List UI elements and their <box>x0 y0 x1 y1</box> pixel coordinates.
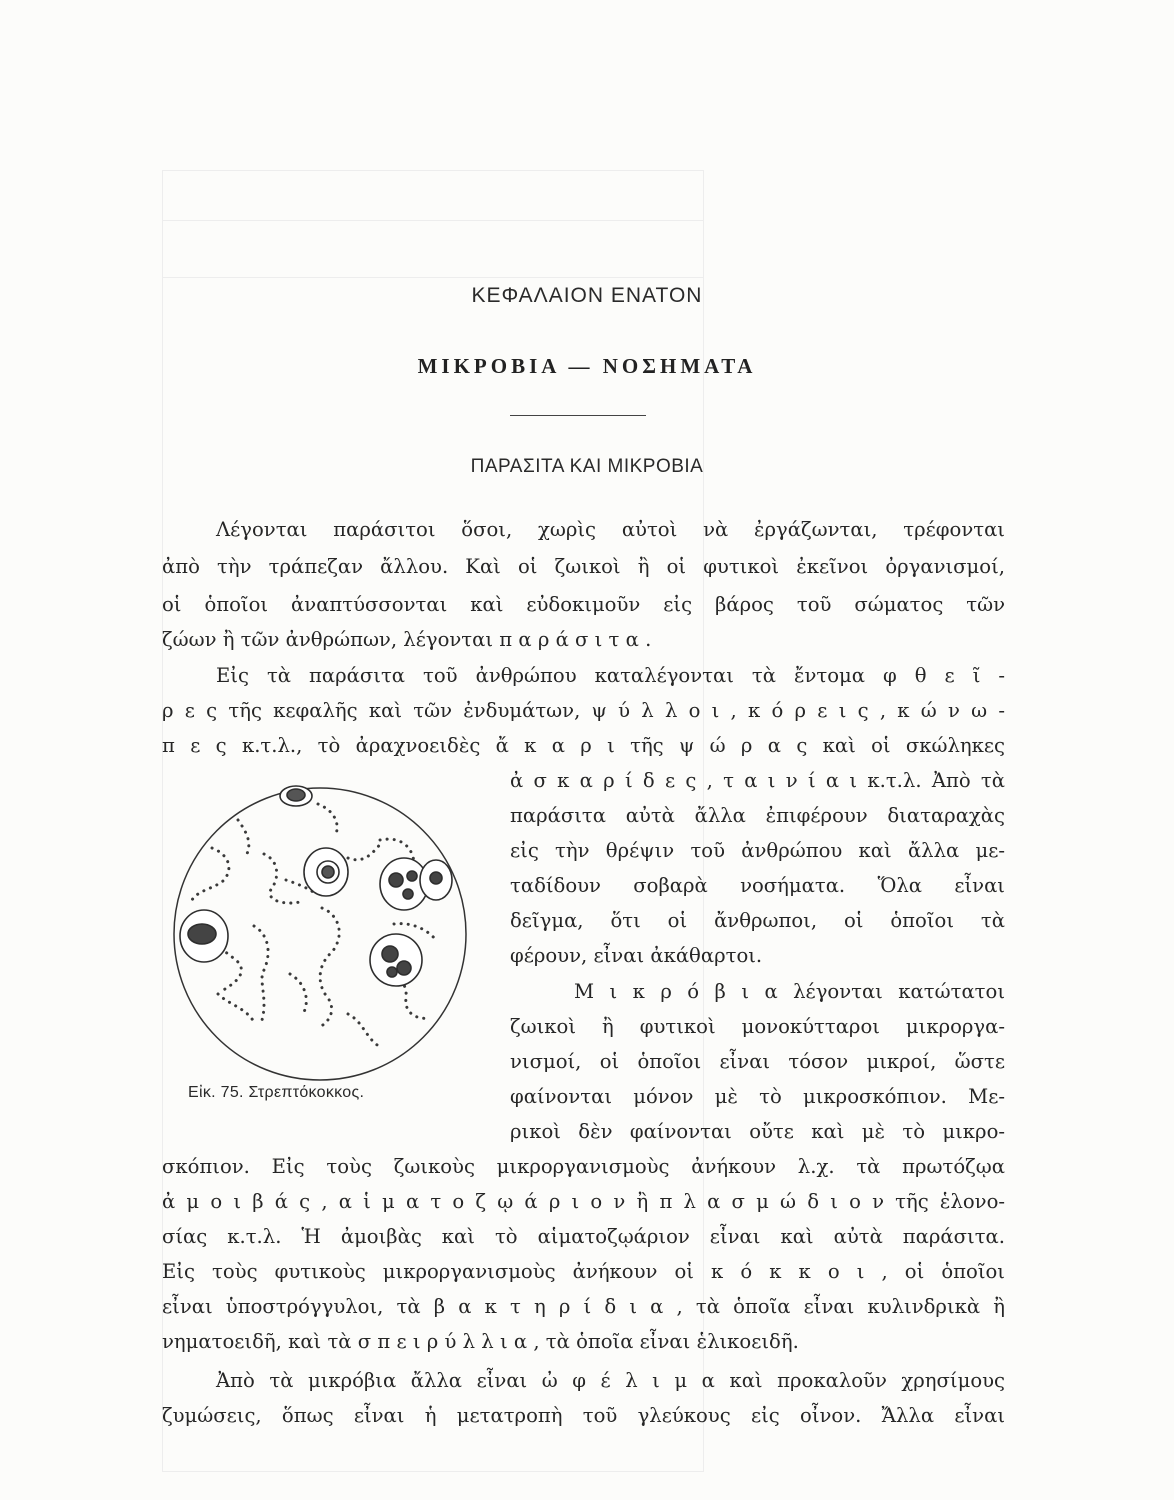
cocci-chain <box>254 926 268 1020</box>
cell <box>370 934 422 986</box>
cell <box>420 860 452 900</box>
cocci-chain <box>318 804 337 834</box>
bleed-through-table-row <box>162 220 704 278</box>
text-line: ἀπὸ τὴν τράπεζαν ἄλλου. Καὶ οἱ ζωικοὶ ἢ οἱ φυτικοὶ ἐκεῖνοι ὀργανισμοί, <box>162 555 1005 578</box>
cocci-chain <box>318 908 339 1028</box>
figure-caption: Εἰκ. 75. Στρεπτόκοκκος. <box>188 1084 365 1101</box>
text-line: ἀ μ ο ι β ά ς , α ἱ μ α τ ο ζ ῳ ά ρ ι ο ν ἢ π λ α σ μ ώ δ ι ο ν τῆς ἑλονο- <box>162 1190 1005 1213</box>
cell <box>180 910 228 962</box>
text-line: Ἀπὸ τὰ μικρόβια ἄλλα εἶναι ὠ φ έ λ ι μ α καὶ προκαλοῦν χρησίμους <box>216 1369 1005 1392</box>
text-line: ταδίδουν σοβαρὰ νοσήματα. Ὅλα εἶναι <box>510 874 1005 897</box>
text-line: ζωικοὶ ἢ φυτικοὶ μονοκύτταροι μικρoργα- <box>510 1015 1005 1038</box>
text-line: εἰς τὴν θρέψιν τοῦ ἀνθρώπου καὶ ἄλλα με- <box>510 839 1005 862</box>
text-line: οἱ ὁποῖοι ἀναπτύσσονται καὶ εὐδοκιμοῦν εἰς βάρος τοῦ σώματος τῶν <box>162 593 1005 616</box>
cell <box>280 786 312 806</box>
text-line: εἶναι ὑποστρόγγυλοι, τὰ β α κ τ η ρ ί δ ι α , τὰ ὁποῖα εἶναι κυλινδρικὰ ἢ <box>162 1295 1005 1318</box>
text-line: Εἰς τοὺς φυτικοὺς μικρoργανισμοὺς ἀνήκουν οἱ κ ό κ κ ο ι , οἱ ὁποῖοι <box>162 1260 1005 1283</box>
text-line: Εἰς τὰ παράσιτα τοῦ ἀνθρώπου καταλέγονται τὰ ἔντομα φ θ ε ῖ - <box>216 664 1005 687</box>
text-line: φέρουν, εἶναι ἀκάθαρτοι. <box>510 944 763 967</box>
cell <box>304 848 348 896</box>
text-line: σκόπιον. Εἰς τοὺς ζωικοὺς μικρoργανισμοὺς ἀνήκουν λ.χ. τὰ πρωτόζῳα <box>162 1155 1005 1178</box>
chapter-title: ΜΙΚΡΟΒΙΑ — ΝΟΣΗΜΑΤΑ <box>417 354 757 378</box>
text-line: ρικοὶ δὲν φαίνονται οὔτε καὶ μὲ τὸ μικρο- <box>510 1120 1005 1143</box>
cocci-chain <box>290 974 306 1012</box>
text-line: φαίνονται μόνον μὲ τὸ μικροσκόπιον. Με- <box>510 1085 1005 1108</box>
text-line: δεῖγμα, ὅτι οἱ ἄνθρωποι, οἱ ὁποῖοι τὰ <box>510 909 1005 932</box>
text-line: ζυμώσεις, ὅπως εἶναι ἡ μετατροπὴ τοῦ γλεύκους εἰς οἶνον. Ἄλλα εἶναι <box>162 1404 1005 1427</box>
cocci-chain <box>264 854 300 903</box>
text-line: νισμοί, οἱ ὁποῖοι εἶναι τόσον μικροί, ὥστε <box>510 1050 1005 1073</box>
text-line: π ε ς κ.τ.λ., τὸ ἀραχνοειδὲς ἄ κ α ρ ι τῆς ψ ώ ρ α ς καὶ οἱ σκώληκες <box>162 734 1005 757</box>
section-heading: ΠΑΡΑΣΙΤΑ ΚΑΙ ΜΙΚΡΟΒΙΑ <box>470 456 704 477</box>
cocci-chain <box>238 820 249 856</box>
text-line: ζώων ἢ τῶν ἀνθρώπων, λέγονται π α ρ ά σ ι τ α . <box>162 628 652 651</box>
text-line: ρ ε ς τῆς κεφαλῆς καὶ τῶν ἐνδυμάτων, ψ ύ λ λ ο ι , κ ό ρ ε ι ς , κ ώ ν ω - <box>162 699 1005 722</box>
text-line: παράσιτα αὐτὰ ἄλλα ἐπιφέρουν διαταραχὰς <box>510 804 1005 827</box>
title-rule <box>510 415 646 416</box>
cocci-chain <box>348 842 382 860</box>
text-line: νηματοειδῆ, καὶ τὰ σ π ε ι ρ ύ λ λ ι α , τὰ ὁποῖα εἶναι ἑλικοειδῆ. <box>162 1330 799 1353</box>
text-line: Μ ι κ ρ ό β ι α λέγονται κατώτατοι <box>574 980 1005 1003</box>
text-line: ἀ σ κ α ρ ί δ ε ς , τ α ι ν ί α ι κ.τ.λ. Ἀπὸ τὰ <box>510 769 1005 792</box>
text-line: σίας κ.τ.λ. Ἡ ἀμοιβὰς καὶ τὸ αἱματοζῳάριον εἶναι καὶ αὐτὰ παράσιτα. <box>162 1225 1005 1248</box>
streptococcus-illustration <box>168 784 472 1084</box>
cocci-chain <box>348 1014 382 1048</box>
chapter-heading: ΚΕΦΑΛΑΙΟΝ ΕΝΑΤΟΝ <box>471 284 703 307</box>
cocci-chain <box>218 994 254 1022</box>
text-line: Λέγονται παράσιτοι ὅσοι, χωρὶς αὐτοὶ νὰ ἐργάζωνται, τρέφονται <box>216 518 1005 541</box>
